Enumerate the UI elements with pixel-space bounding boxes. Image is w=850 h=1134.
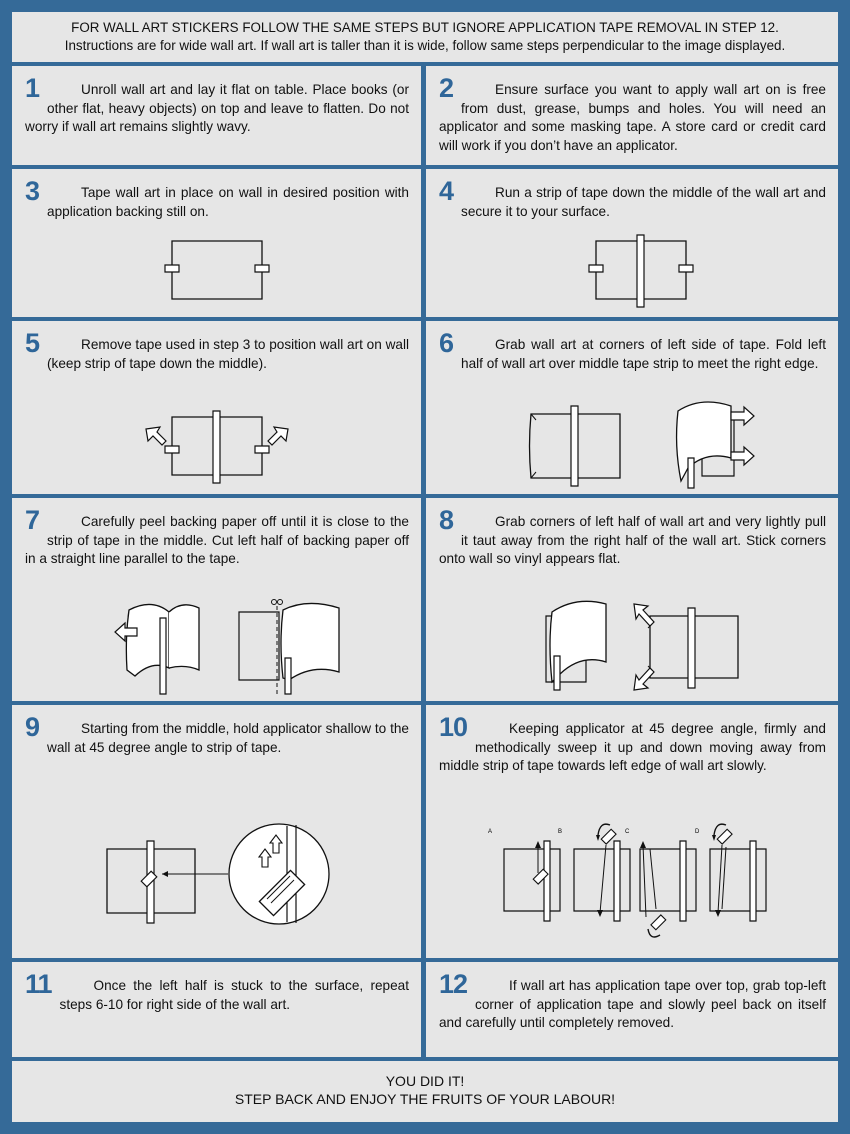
step-4-panel xyxy=(426,169,838,317)
header-line-1: FOR WALL ART STICKERS FOLLOW THE SAME STEPS BUT IGNORE APPLICATION TAPE REMOVAL IN STEP 12. xyxy=(71,20,779,35)
step-number: 6 xyxy=(439,328,454,358)
step-number: 5 xyxy=(25,328,40,358)
step-text: Remove tape used in step 3 to position wall art on wall (keep strip of tape down the middle). xyxy=(47,337,409,371)
label-a: A xyxy=(488,829,493,835)
footer-line-1: YOU DID IT! xyxy=(385,1073,465,1089)
step-number: 11 xyxy=(25,969,52,999)
step-text: Starting from the middle, hold applicator shallow to the wall at 45 degree angle to strip of tape. xyxy=(47,721,409,755)
step-text: If wall art has application tape over top, grab top-left corner of application tape and slowly peel back on itself and carefully until completely removed. xyxy=(439,978,826,1030)
step-7-illustration xyxy=(107,598,347,698)
step-text: Keeping applicator at 45 degree angle, firmly and methodically sweep it up and down moving away from middle strip of tape towards left edge of wall art slowly. xyxy=(439,721,826,773)
step-text: Grab wall art at corners of left side of tape. Fold left half of wall art over middle tape strip to meet the right edge. xyxy=(461,337,826,371)
step-4-illustration xyxy=(576,235,706,315)
step-8-illustration xyxy=(526,594,746,694)
step-text: Run a strip of tape down the middle of the wall art and secure it to your surface. xyxy=(461,185,826,219)
step-11-panel xyxy=(12,962,421,1057)
step-9-panel xyxy=(12,705,421,958)
step-3-panel xyxy=(12,169,421,317)
step-number: 2 xyxy=(439,73,454,103)
step-text: Once the left half is stuck to the surface, repeat steps 6-10 for right side of the wall art. xyxy=(59,978,409,1012)
step-text: Carefully peel backing paper off until it is close to the strip of tape in the middle. Cut left half of backing paper off in a straight line parallel to the tape. xyxy=(25,514,409,566)
step-text: Grab corners of left half of wall art and very lightly pull it taut away from the right half of the wall art. Stick corners onto wall so vinyl appears flat. xyxy=(439,514,826,566)
step-number: 8 xyxy=(439,505,454,535)
footer-banner xyxy=(12,1061,838,1122)
step-2-panel xyxy=(426,66,838,165)
step-text: Ensure surface you want to apply wall art on is free from dust, grease, bumps and holes. You will need an applicator and some masking tape. A store card or credit card will work if you don’t have an applicator. xyxy=(439,82,826,153)
instruction-sheet xyxy=(12,12,838,1122)
label-c: C xyxy=(625,829,630,835)
step-10-illustration xyxy=(488,821,788,941)
label-b: B xyxy=(558,829,563,835)
step-number: 7 xyxy=(25,505,40,535)
step-number: 9 xyxy=(25,712,40,742)
step-6-panel xyxy=(426,321,838,494)
step-number: 3 xyxy=(25,176,40,206)
footer-line-2: STEP BACK AND ENJOY THE FRUITS OF YOUR LABOUR! xyxy=(234,1091,616,1107)
step-6-illustration xyxy=(516,396,776,491)
header-banner xyxy=(12,12,838,62)
step-10-panel xyxy=(426,705,838,958)
header-line-2: Instructions are for wide wall art. If wall art is taller than it is wide, follow same steps perpendicular to the image displayed. xyxy=(64,38,786,53)
step-number: 10 xyxy=(439,712,468,742)
step-text: Tape wall art in place on wall in desired position with application backing still on. xyxy=(47,185,409,219)
step-text: Unroll wall art and lay it flat on table. Place books (or other flat, heavy objects) on top and leave to flatten. Do not worry if wall art remains slightly wavy. xyxy=(25,82,409,134)
step-number: 1 xyxy=(25,73,40,103)
step-1-panel xyxy=(12,66,421,165)
step-3-illustration xyxy=(152,241,282,311)
step-5-panel xyxy=(12,321,421,494)
step-9-illustration xyxy=(104,817,334,947)
label-d: D xyxy=(695,829,700,835)
step-5-illustration xyxy=(142,409,302,489)
step-number: 12 xyxy=(439,969,468,999)
step-7-panel xyxy=(12,498,421,701)
step-12-panel xyxy=(426,962,838,1057)
step-number: 4 xyxy=(439,176,454,206)
step-8-panel xyxy=(426,498,838,701)
